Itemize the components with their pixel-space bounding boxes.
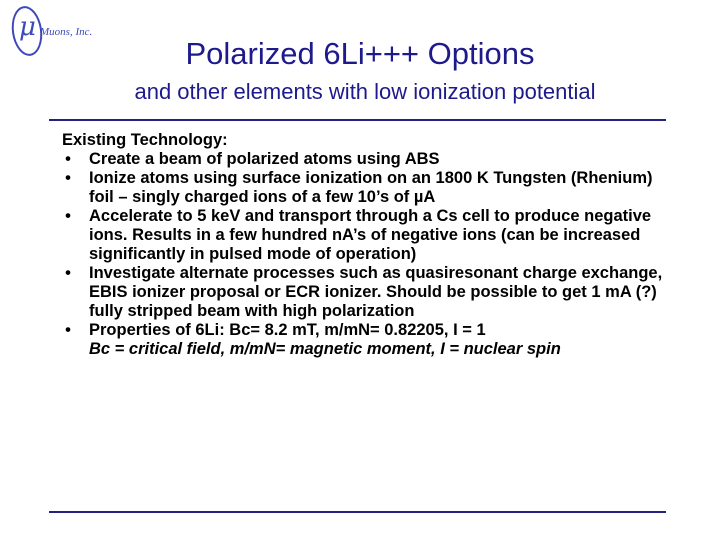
bullet-dot-icon: • — [65, 264, 71, 282]
logo-mu-symbol: μ — [19, 12, 36, 42]
slide-title: Polarized 6Li+++ Options — [185, 36, 535, 71]
bullet-list — [62, 150, 672, 340]
bullet-dot-icon: • — [65, 150, 71, 168]
bullet-text: Investigate alternate processes such as quasiresonant charge exchange, EBIS ionizer proposal or ECR ionizer. Should be possible to get 1 mA (?) fully stripped beam with high polarization — [89, 264, 663, 320]
bullet-item — [62, 321, 672, 340]
bullet-text: Create a beam of polarized atoms using ABS — [89, 150, 440, 168]
bullet-dot-icon: • — [65, 169, 71, 187]
bullet-dot-icon: • — [65, 207, 71, 225]
bullet-text: Properties of 6Li: Bc= 8.2 mT, m/mN= 0.82205, I = 1 — [89, 321, 486, 339]
bullet-text: Ionize atoms using surface ionization on an 1800 K Tungsten (Rhenium) foil – singly charged ions of a few 10’s of µA — [89, 169, 653, 206]
bullet-dot-icon: • — [65, 321, 71, 339]
logo-text: Muons, Inc. — [40, 26, 93, 38]
definition-note: Bc = critical field, m/mN= magnetic moment, I = nuclear spin — [89, 340, 561, 358]
slide-subtitle: and other elements with low ionization potential — [134, 79, 596, 104]
bullet-text: Accelerate to 5 keV and transport through a Cs cell to produce negative ions. Results in a few hundred nA’s of negative ions (can be increased significantly in pulsed mode of operation) — [89, 207, 652, 263]
section-heading: Existing Technology: — [62, 131, 228, 149]
bullet-item — [62, 264, 672, 321]
slide-body — [62, 131, 672, 359]
bottom-divider — [49, 511, 666, 513]
bullet-item — [62, 169, 672, 207]
bullet-item — [62, 150, 672, 169]
bullet-item — [62, 207, 672, 264]
top-divider — [49, 119, 666, 121]
